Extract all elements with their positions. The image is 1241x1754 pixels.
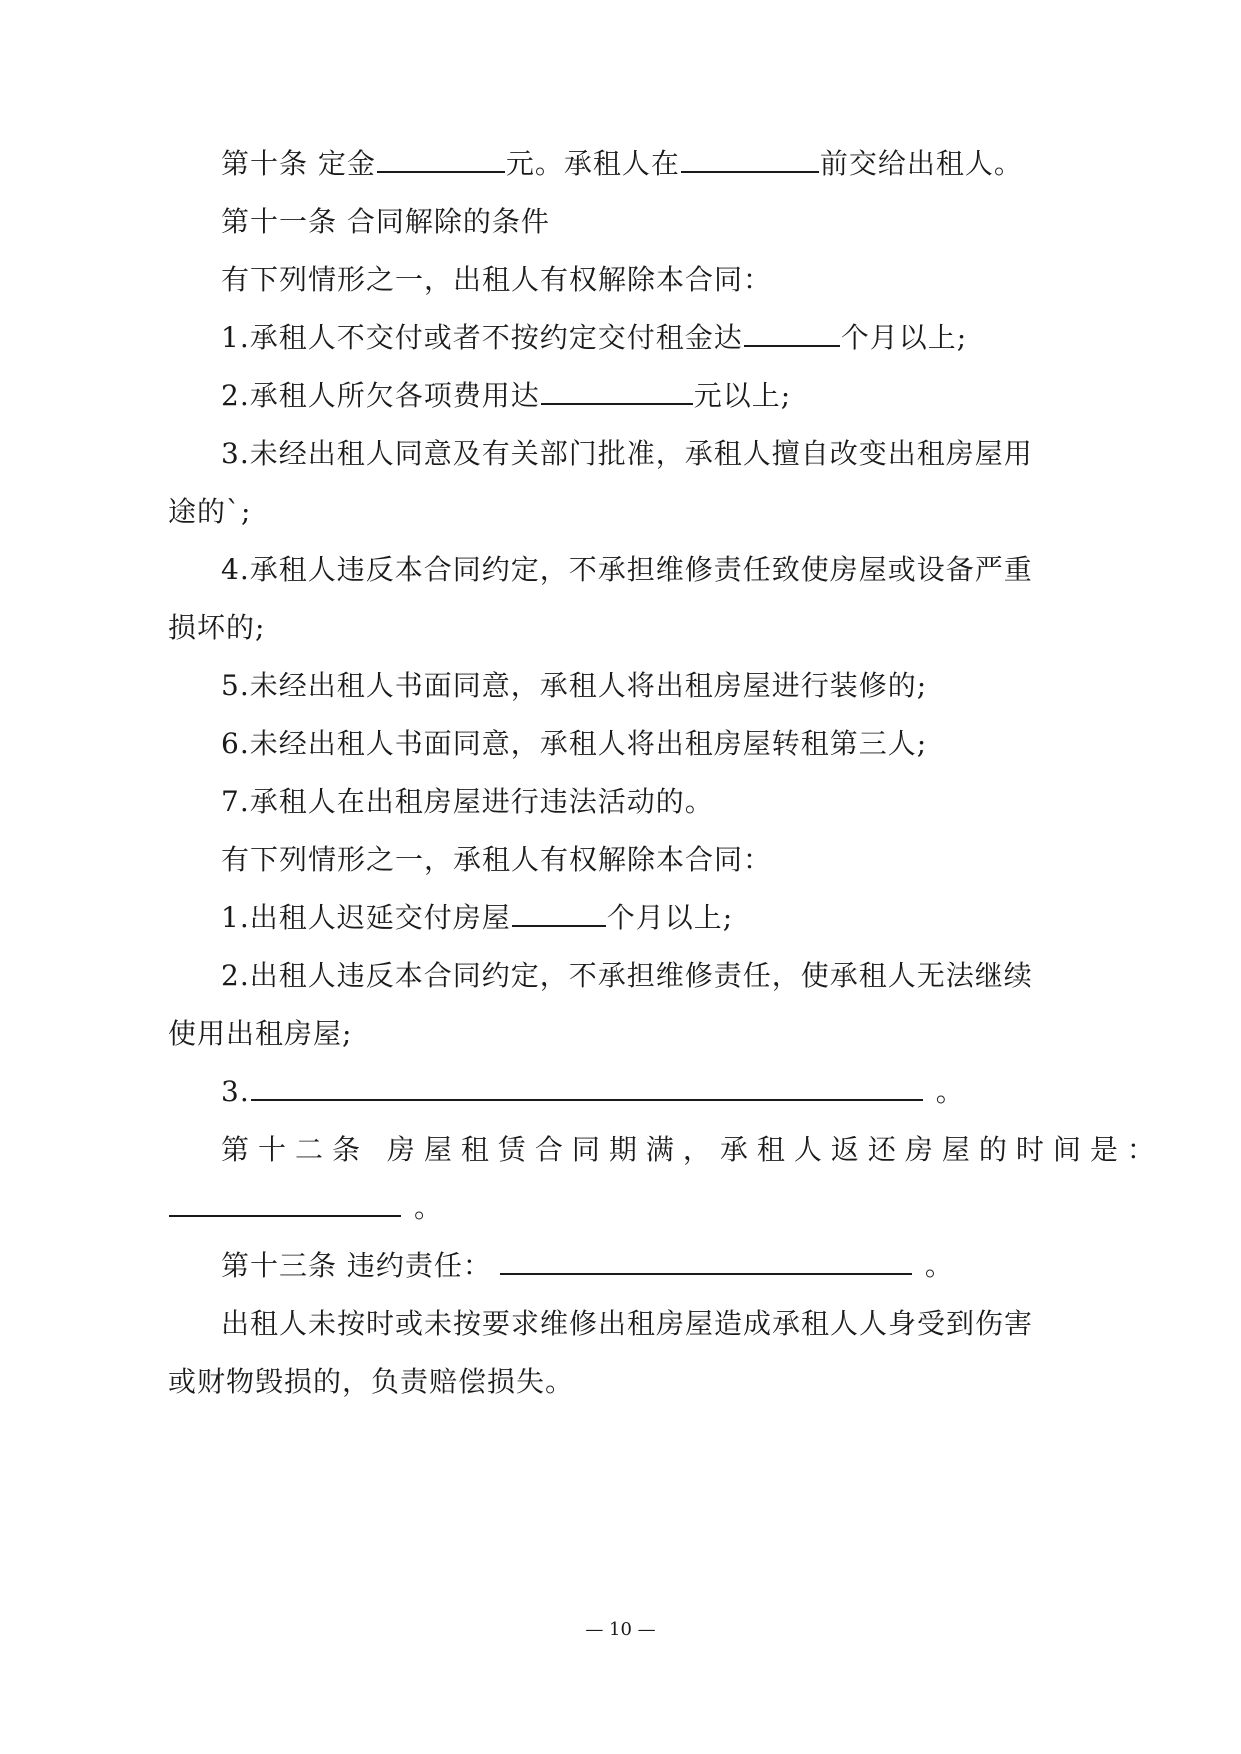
delivery-delay-months-blank[interactable] [512,903,606,927]
tenant-clause-1-text: 1.出租人迟延交付房屋 [221,901,511,934]
landlord-clause-2-end: 元以上; [693,379,792,412]
deposit-date-blank[interactable] [681,149,819,173]
deposit-amount-blank[interactable] [377,149,505,173]
article-13-label: 第十三条 违约责任： [221,1249,492,1282]
landlord-termination-intro: 有下列情形之一，出租人有权解除本合同： [221,263,773,296]
tenant-clause-2-line2: 使用出租房屋; [168,1017,353,1050]
landlord-clause-1-text: 1.承租人不交付或者不按约定交付租金达 [221,321,743,354]
landlord-clause-3-line1: 3.未经出租人同意及有关部门批准，承租人擅自改变出租房屋用 [221,437,1033,470]
tenant-clause-3-end: 。 [935,1075,965,1108]
landlord-clause-1-end: 个月以上; [840,321,968,354]
tenant-clause-2-line1: 2.出租人违反本合同约定，不承担维修责任，使承租人无法继续 [221,959,1033,992]
tenant-termination-intro: 有下列情形之一，承租人有权解除本合同： [221,843,773,876]
landlord-clause-5: 5.未经出租人书面同意，承租人将出租房屋进行装修的; [221,669,928,702]
fees-amount-blank[interactable] [541,381,693,405]
article-12-line1: 第十二条 房屋租赁合同期满，承租人返还房屋的时间是： [221,1133,1164,1166]
tenant-clause-3-number: 3. [221,1075,250,1108]
tenant-clause-3-blank[interactable] [251,1077,923,1101]
tenant-clause-1 [221,900,733,936]
article-10-label: 第十条 定金 [221,147,376,180]
breach-liability-blank[interactable] [500,1251,912,1275]
tenant-clause-1-end: 个月以上; [606,901,734,934]
article-11-heading: 第十一条 合同解除的条件 [221,205,550,238]
landlord-clause-2 [221,378,791,414]
return-time-blank[interactable] [169,1193,401,1217]
landlord-clause-2-text: 2.承租人所欠各项费用达 [221,379,540,412]
page-number: — 10 — [585,1619,656,1640]
article-10-end: 前交给出租人。 [819,147,1023,180]
landlord-clause-7: 7.承租人在出租房屋进行违法活动的。 [221,785,714,818]
landlord-clause-3-line2: 途的`; [168,495,252,528]
landlord-clause-4-line2: 损坏的; [168,611,266,644]
repair-liability-line1: 出租人未按时或未按要求维修出租房屋造成承租人人身受到伤害 [221,1307,1034,1340]
article-13-breach [221,1248,954,1284]
landlord-clause-1 [221,320,967,356]
article-10-mid: 元。承租人在 [505,147,680,180]
article-13-end: 。 [924,1249,954,1282]
rent-months-blank[interactable] [744,323,840,347]
repair-liability-line2: 或财物毁损的，负责赔偿损失。 [168,1365,575,1398]
landlord-clause-4-line1: 4.承租人违反本合同约定，不承担维修责任致使房屋或设备严重 [221,553,1033,586]
article-12-line2 [168,1190,443,1226]
landlord-clause-6: 6.未经出租人书面同意，承租人将出租房屋转租第三人; [221,727,928,760]
tenant-clause-3 [221,1074,965,1110]
article-12-end: 。 [414,1191,444,1224]
article-10-deposit [221,146,1023,182]
